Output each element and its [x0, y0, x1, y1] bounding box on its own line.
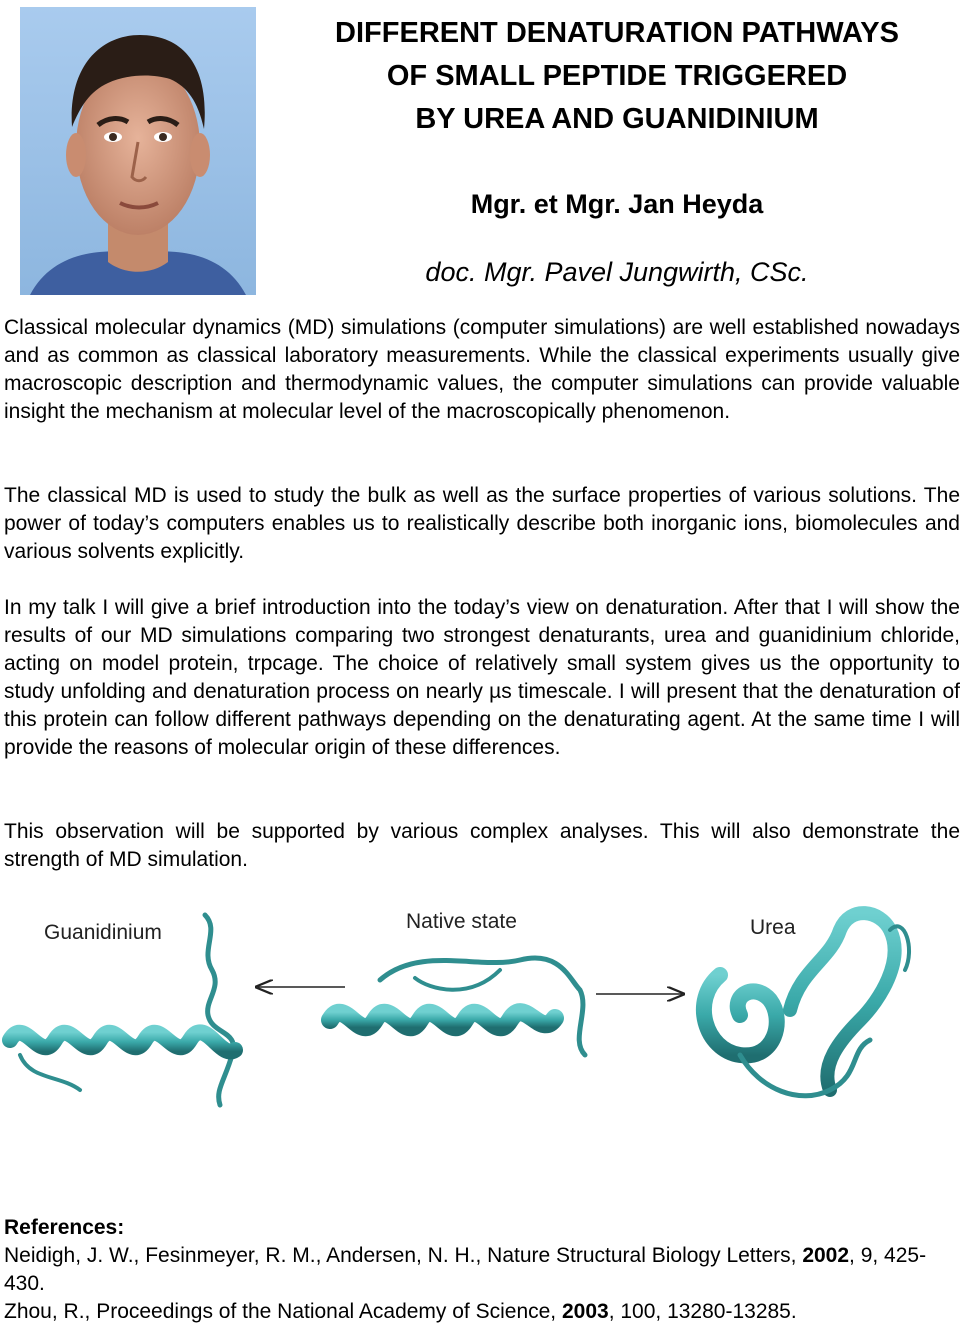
- abstract-paragraph-2: The classical MD is used to study the bulk as well as the surface properties of various solutions. The power of today’s computers enables us to realistically describe both inorganic ions, biomolecules and various solvents explicitly.: [4, 484, 960, 563]
- urea-label: Urea: [750, 916, 796, 939]
- reference-1: [4, 1242, 960, 1298]
- urea-structure: [704, 913, 909, 1096]
- title-line-3: BY UREA AND GUANIDINIUM: [415, 103, 819, 135]
- reference-1-details: , 9, 425-430.: [4, 1244, 927, 1295]
- talk-title: [262, 12, 960, 141]
- reference-2-year: 2003: [561, 1300, 609, 1323]
- references-heading: References:: [4, 1216, 125, 1239]
- reference-2: [4, 1298, 960, 1326]
- supervisor-name: doc. Mgr. Pavel Jungwirth, CSc.: [425, 257, 809, 287]
- reference-2-text: Zhou, R., Proceedings of the National Academy of Science,: [4, 1300, 562, 1323]
- abstract-paragraph-1: Classical molecular dynamics (MD) simulations (computer simulations) are well established nowadays and as common as classical laboratory measurements. While the classical experiments usually give macroscopic description and thermodynamic values, the computer simulations can provide valuable insight the mechanism at molecular level of the macroscopically phenomenon.: [4, 316, 960, 423]
- title-line-1: DIFFERENT DENATURATION PATHWAYS: [335, 17, 899, 49]
- guanidinium-label: Guanidinium: [44, 921, 162, 944]
- native-state-structure: [330, 958, 585, 1055]
- author-name: Mgr. et Mgr. Jan Heyda: [470, 189, 764, 219]
- protein-structures-image: [0, 890, 960, 1190]
- author-photo: [20, 7, 256, 295]
- references-section: [4, 1214, 960, 1326]
- reference-2-details: , 100, 13280-13285.: [608, 1300, 797, 1323]
- abstract-paragraph-3: In my talk I will give a brief introduction into the today’s view on denaturation. After that I will show the results of our MD simulations comparing two strongest denaturants, urea and guanidinium chloride, acting on model protein, trpcage. The choice of relatively small system gives us the opportunity to study unfolding and denaturation process on nearly µs timescale. I will present that the denaturation of this protein can follow different pathways depending on the denaturating agent. At the same time I will provide the reasons of molecular origin of these differences.: [4, 596, 960, 759]
- portrait-image: [20, 7, 256, 295]
- abstract-paragraph-4: This observation will be supported by various complex analyses. This will also demonstrate the strength of MD simulation.: [4, 820, 960, 871]
- reference-1-text: Neidigh, J. W., Fesinmeyer, R. M., Andersen, N. H., Nature Structural Biology Letters,: [4, 1244, 803, 1267]
- denaturation-figure: [0, 890, 960, 1190]
- native-state-label: Native state: [406, 910, 517, 933]
- title-line-2: OF SMALL PEPTIDE TRIGGERED: [386, 60, 848, 92]
- reference-1-year: 2002: [802, 1244, 850, 1267]
